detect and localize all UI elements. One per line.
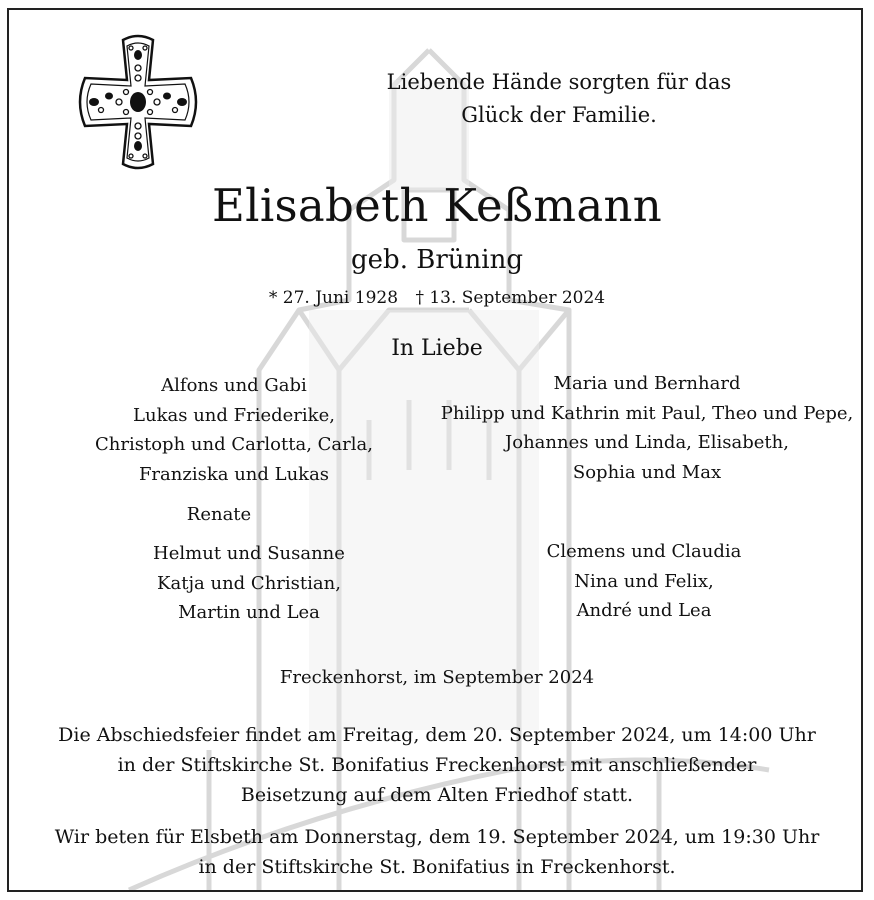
family-line: Maria und Bernhard bbox=[553, 373, 741, 394]
place-date: Freckenhorst, im September 2024 bbox=[279, 667, 595, 688]
family-line: Christoph und Carlotta, Carla, bbox=[95, 434, 373, 455]
family-line: Martin und Lea bbox=[178, 602, 320, 623]
family-line: Sophia und Max bbox=[572, 461, 722, 483]
jeweled-cross-icon bbox=[71, 34, 205, 170]
family-group-right-1 bbox=[429, 369, 863, 487]
in-love-heading: In Liebe bbox=[391, 336, 483, 361]
family-line: Johannes und Linda, Elisabeth, bbox=[505, 432, 789, 453]
ceremony-notice bbox=[9, 720, 863, 810]
ceremony-line: in der Stiftskirche St. Bonifatius Freckenhorst mit anschließender bbox=[117, 754, 757, 776]
family-group-left-3 bbox=[89, 539, 409, 628]
family-line: Helmut und Susanne bbox=[153, 543, 345, 564]
family-line: Lukas und Friederike, bbox=[133, 404, 335, 426]
prayer-line: in der Stiftskirche St. Bonifatius in Freckenhorst. bbox=[198, 856, 676, 878]
family-line: Katja und Christian, bbox=[157, 572, 341, 594]
family-group-right-3 bbox=[509, 537, 779, 626]
birth-date: * 27. Juni 1928 bbox=[268, 288, 399, 308]
birth-name: geb. Brüning bbox=[351, 245, 523, 275]
death-date: † 13. September 2024 bbox=[415, 288, 606, 308]
motto-line: Liebende Hände sorgten für das bbox=[386, 70, 732, 94]
ceremony-line: Die Abschiedsfeier findet am Freitag, dem 20. September 2024, um 14:00 Uhr bbox=[58, 724, 816, 746]
deceased-name: Elisabeth Keßmann bbox=[211, 179, 663, 232]
motto-line: Glück der Familie. bbox=[461, 103, 657, 127]
family-line: Philipp und Kathrin mit Paul, Theo und Pepe, bbox=[440, 402, 854, 424]
family-line: Nina und Felix, bbox=[574, 570, 714, 592]
prayer-notice bbox=[9, 822, 863, 882]
family-line: Alfons und Gabi bbox=[161, 375, 307, 396]
ceremony-line: Beisetzung auf dem Alten Friedhof statt. bbox=[240, 784, 634, 806]
family-line: Renate bbox=[186, 504, 252, 525]
family-line: Franziska und Lukas bbox=[138, 463, 330, 485]
family-line: André und Lea bbox=[576, 600, 712, 621]
family-group-left-1 bbox=[69, 371, 399, 489]
life-dates bbox=[9, 286, 863, 310]
family-line: Clemens und Claudia bbox=[546, 541, 742, 562]
prayer-line: Wir beten für Elsbeth am Donnerstag, dem 19. September 2024, um 19:30 Uhr bbox=[54, 826, 820, 848]
motto bbox=[339, 66, 779, 132]
obituary-card bbox=[7, 8, 863, 892]
family-group-left-2 bbox=[159, 500, 279, 530]
